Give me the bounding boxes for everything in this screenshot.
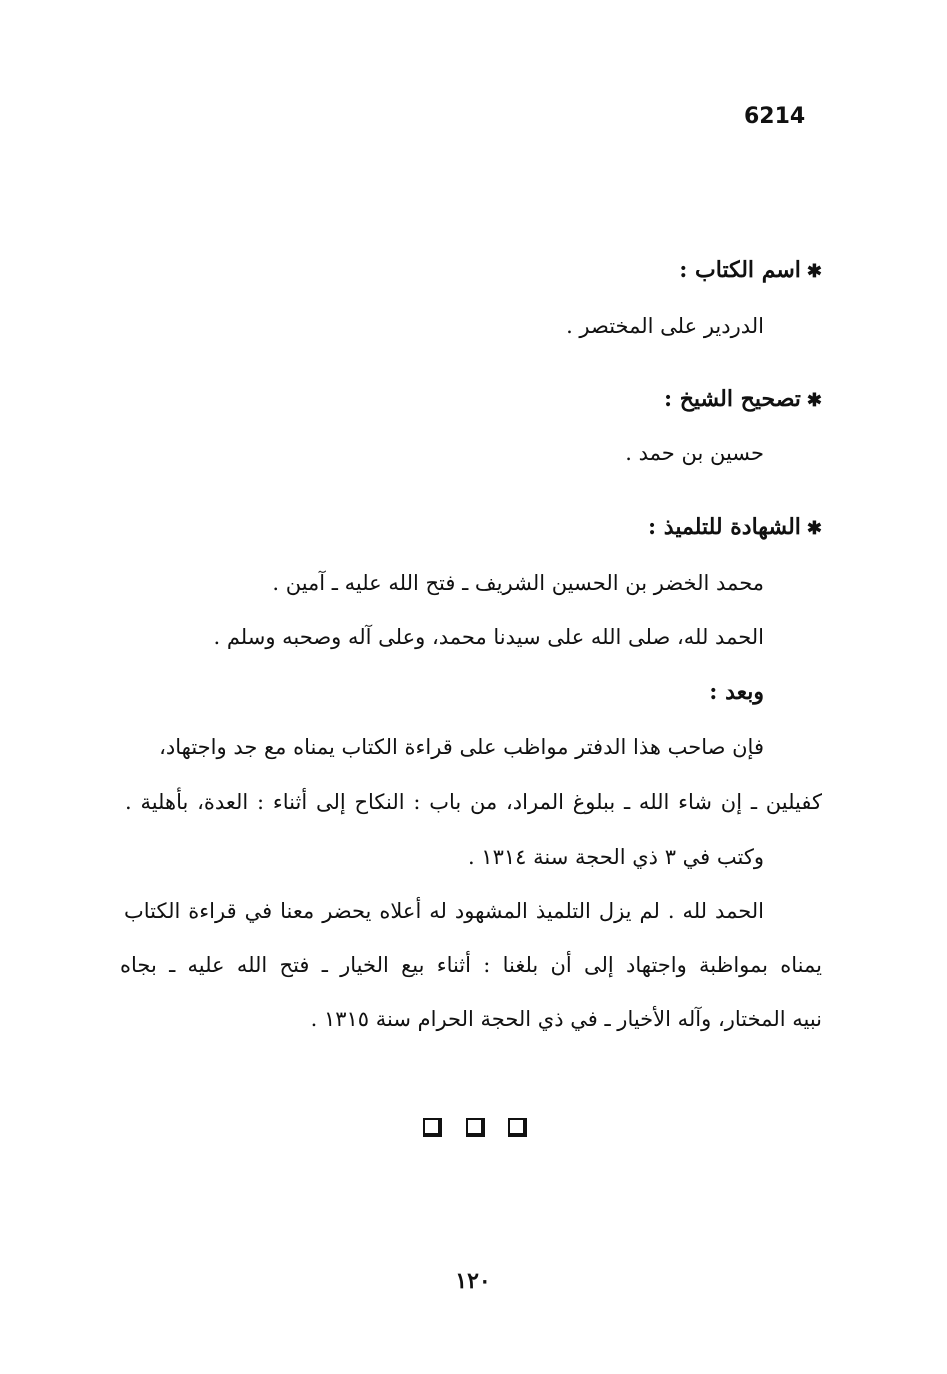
after-that-label: وبعد : [709, 679, 764, 705]
praise-line: الحمد لله، صلى الله على سيدنا محمد، وعلى آله وصحبه وسلم . [213, 625, 764, 649]
page-number: ١٢٠ [455, 1268, 491, 1294]
section-divider [423, 1118, 527, 1144]
student-name: محمد الخضر بن الحسين الشريف ـ فتح الله عليه ـ آمين . [272, 571, 764, 595]
certificate-heading [648, 510, 822, 546]
paragraph-1-date: وكتب في ٣ ذي الحجة سنة ١٣١٤ . [467, 845, 764, 869]
paragraph-2-line-1: الحمد لله . لم يزل التلميذ المشهود له أعلاه يحضر معنا في قراءة الكتاب [124, 899, 764, 923]
paragraph-2-line-3: نبيه المختار، وآله الأخيار ـ في ذي الحجة الحرام سنة ١٣١٥ . [310, 1007, 822, 1031]
document-number: 6214 [744, 104, 806, 129]
sheikh-heading-text: تصحيح الشيخ : [663, 386, 801, 412]
sheikh-value: حسين بن حمد . [625, 441, 764, 465]
bullet-star-icon: ✱ [806, 390, 822, 411]
certificate-heading-text: الشهادة للتلميذ : [648, 514, 801, 540]
bullet-star-icon: ✱ [806, 518, 822, 539]
paragraph-2-line-2: يمناه بمواظبة واجتهاد إلى أن بلغنا : أثناء بيع الخيار ـ فتح الله عليه ـ بجاه [120, 953, 822, 977]
sheikh-heading [664, 382, 822, 418]
bullet-star-icon: ✱ [806, 261, 822, 282]
book-name-heading [679, 253, 822, 289]
square-ornament-icon [466, 1118, 485, 1137]
square-ornament-icon [508, 1118, 527, 1137]
book-name-value: الدردير على المختصر . [566, 314, 764, 338]
book-name-heading-text: اسم الكتاب : [679, 257, 801, 283]
paragraph-1-line-2: كفيلين ـ إن شاء الله ـ ببلوغ المراد، من باب : النكاح إلى أثناء : العدة، بأهلية . [125, 790, 822, 814]
square-ornament-icon [423, 1118, 442, 1137]
paragraph-1-line-1: فإن صاحب هذا الدفتر مواظب على قراءة الكتاب يمناه مع جد واجتهاد، [159, 735, 764, 759]
